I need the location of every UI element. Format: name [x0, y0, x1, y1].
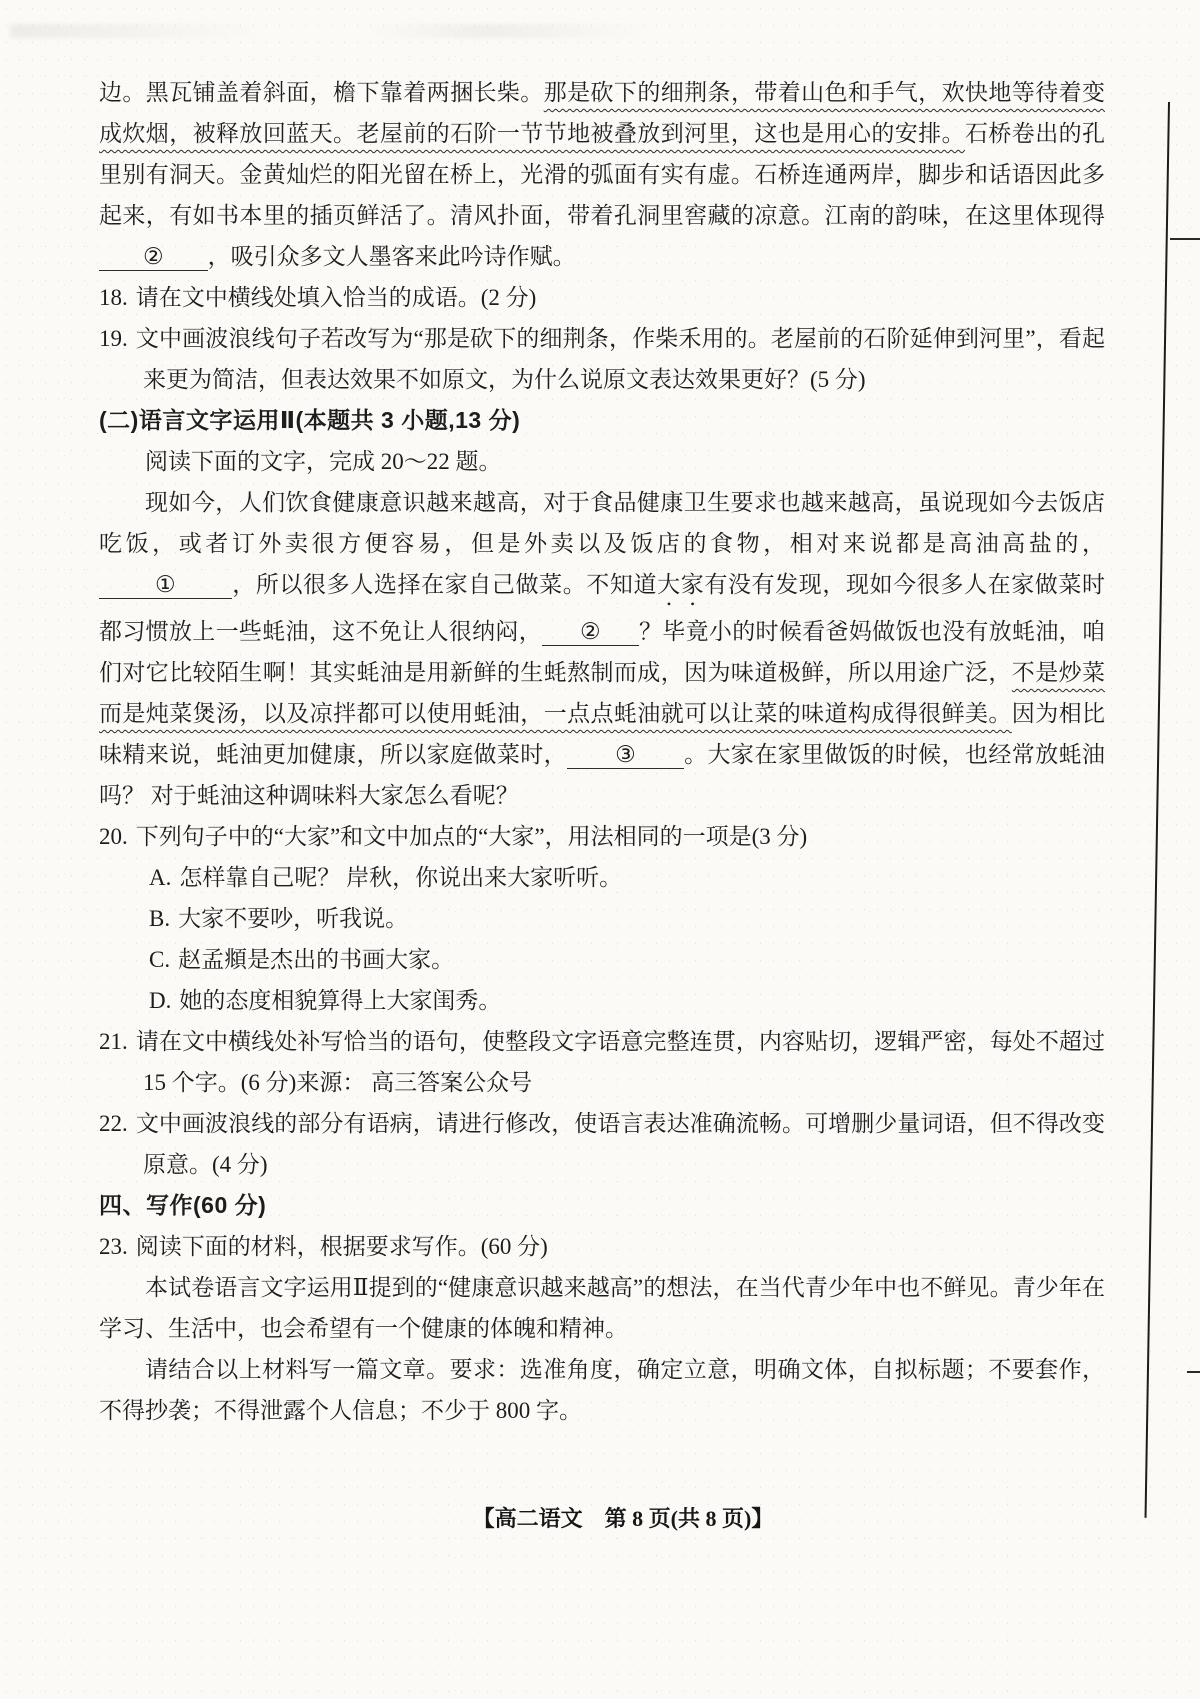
question-21-number: 21.	[99, 1029, 128, 1054]
passage1-text-pre: 边。黑瓦铺盖着斜面，檐下靠着两捆长柴。	[99, 80, 544, 105]
question-23-material-2: 请结合以上材料写一篇文章。要求：选准角度，确定立意，明确文体，自拟标题；不要套作，不得抄袭；不得泄露个人信息；不少于 800 字。	[99, 1357, 1105, 1423]
question-20-option-c	[149, 939, 1105, 980]
section-2-heading: (二)语言文字运用Ⅱ(本题共 3 小题,13 分)	[99, 407, 521, 433]
passage2-wavy-underlined-text: 不是炒菜而是炖菜煲汤，以及凉拌都可以使用蚝油，一点点蚝油就可以让菜的味道构成得很鲜美。	[99, 660, 1106, 726]
passage2-text-3: 有没有发现，现如今很多人在家做菜时都习惯放上一些蚝油，这不免让人很纳闷，	[99, 572, 1106, 644]
passage2-text-6: 。大家在家里做饭的时候，也经常放蚝油吗？ 对于蚝油这种调味料大家怎么看呢？	[99, 742, 1106, 808]
scan-tick-upper	[1170, 238, 1200, 240]
scan-tick-lower	[1187, 1371, 1200, 1373]
passage1-text-mid: 石桥卷出的孔里别有洞天。金黄灿烂的阳光留在桥上，光滑的弧面有实有虚。石桥连通两岸，脚步和话语因此多起来，有如书本里的插页鲜活了。清风扑面，带着孔洞里窖藏的凉意。江南的韵味，在这里体现得	[99, 121, 1106, 228]
question-19-text: 文中画波浪线句子若改写为“那是砍下的细荆条，作柴禾用的。老屋前的石阶延伸到河里”，看起来更为简洁，但表达效果不如原文，为什么说原文表达效果更好？(5 分)	[135, 326, 1105, 392]
question-21-text: 请在文中横线处补写恰当的语句，使整段文字语意完整连贯，内容贴切，逻辑严密，每处不超过 15 个字。(6 分)来源： 高三答案公众号	[135, 1029, 1105, 1095]
fill-in-blank-1	[99, 572, 232, 599]
option-b-label: B.	[149, 906, 171, 931]
passage1-text-post: ，吸引众多文人墨客来此吟诗作赋。	[207, 244, 576, 269]
question-18-text: 请在文中横线处填入恰当的成语。(2 分)	[135, 285, 537, 310]
question-18	[99, 277, 1105, 318]
question-20-option-b	[149, 898, 1105, 939]
fill-in-blank-2	[99, 244, 208, 271]
blank-circled-number: ②	[143, 244, 164, 269]
fill-in-blank-2b	[542, 619, 639, 646]
blank-circled-number: ②	[580, 619, 601, 644]
passage2-text-1: 现如今，人们饮食健康意识越来越高，对于食品健康卫生要求也越来越高，虽说现如今去饭店吃饭，或者订外卖很方便容易，但是外卖以及饭店的食物，相对来说都是高油高盐的，	[99, 490, 1105, 556]
option-c-text: 赵孟頫是杰出的书画大家。	[178, 947, 455, 972]
exam-content	[99, 72, 1105, 1431]
option-d-text: 她的态度相貌算得上大家闺秀。	[179, 988, 502, 1013]
scan-edge-line	[1145, 102, 1170, 1518]
question-22-number: 22.	[99, 1111, 128, 1136]
question-20-option-a	[149, 857, 1105, 898]
option-a-text: 怎样靠自己呢？ 岸秋，你说出来大家听听。	[179, 865, 623, 890]
question-23	[99, 1226, 1105, 1267]
page-footer: 【高二语文 第 8 页(共 8 页)】	[472, 1506, 774, 1531]
question-23-stem: 阅读下面的材料，根据要求写作。(60 分)	[135, 1234, 548, 1259]
option-b-text: 大家不要吵，听我说。	[178, 906, 409, 931]
question-19	[99, 318, 1105, 400]
passage2-dotted-word: 大家	[657, 572, 705, 597]
blank-circled-number: ③	[615, 742, 637, 767]
question-23-number: 23.	[99, 1234, 128, 1259]
fill-in-blank-3	[567, 742, 684, 769]
blank-circled-number: ①	[155, 572, 177, 597]
question-20-option-d	[149, 980, 1105, 1021]
question-20-number: 20.	[99, 824, 128, 849]
passage1-wavy-underlined-text: 那是砍下的细荆条，带着山色和手气，欢快地等待着变成炊烟，被释放回蓝天。老屋前的石阶一节节地被叠放到河里，这也是用心的安排。	[99, 80, 1106, 146]
passage2-text-5: 因为相比味精来说，蚝油更加健康，所以家庭做菜时，	[99, 701, 1106, 767]
option-a-label: A.	[149, 865, 172, 890]
section-4-heading: 四、写作(60 分)	[99, 1192, 267, 1218]
question-20-stem: 下列句子中的“大家”和文中加点的“大家”，用法相同的一项是(3 分)	[135, 824, 808, 849]
question-21	[99, 1021, 1105, 1103]
question-20	[99, 816, 1105, 857]
question-19-number: 19.	[99, 326, 128, 351]
question-22-text: 文中画波浪线的部分有语病，请进行修改，使语言表达准确流畅。可增删少量词语，但不得改变原意。(4 分)	[135, 1111, 1105, 1177]
passage-2	[99, 482, 1105, 816]
option-d-label: D.	[149, 988, 172, 1013]
question-18-number: 18.	[99, 285, 128, 310]
passage2-text-2: ，所以很多人选择在家自己做菜。不知道	[232, 572, 658, 597]
option-c-label: C.	[149, 947, 171, 972]
question-23-material-1: 本试卷语言文字运用Ⅱ提到的“健康意识越来越高”的想法，在当代青少年中也不鲜见。青少年在学习、生活中，也会希望有一个健康的体魄和精神。	[99, 1275, 1105, 1341]
question-22	[99, 1103, 1105, 1185]
passage-1	[99, 72, 1105, 277]
passage-2-intro: 阅读下面的文字，完成 20～22 题。	[145, 449, 502, 474]
scan-smudge	[10, 24, 650, 38]
passage2-text-4: ？毕竟小的时候看爸妈做饭也没有放蚝油，咱们对它比较陌生啊！其实蚝油是用新鲜的生蚝熬制而成，因为味道极鲜，所以用途广泛，	[99, 619, 1105, 685]
